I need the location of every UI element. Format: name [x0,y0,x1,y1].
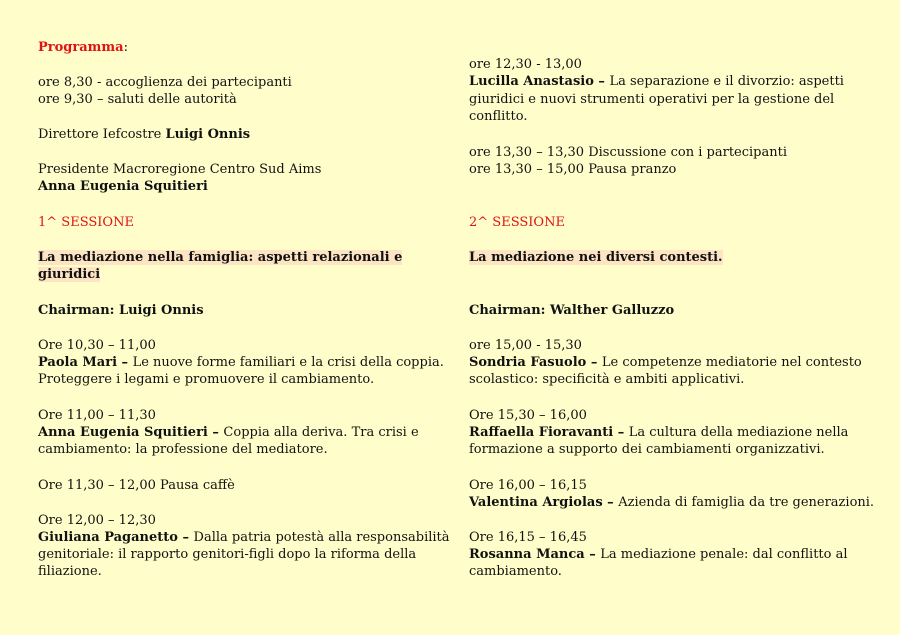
talk-time: Ore 16,00 – 16,15 [469,478,587,493]
programma-label: Programma [38,40,124,55]
talk-line: Proteggere i legami e promuovere il cambiamento. [38,372,375,387]
session-1-title-line2: giuridici [38,267,101,282]
talk-speaker: Valentina Argiolas – [469,495,619,510]
talk-time: Ore 16,15 – 16,45 [469,530,587,545]
chairman-1: Chairman: Luigi Onnis [38,303,204,318]
talk-time: ore 12,30 - 13,00 [469,57,582,72]
talk-speaker: Rosanna Manca – [469,547,601,562]
talk-line: Rosanna Manca – La mediazione penale: dal conflitto al [469,547,848,562]
talk-line: cambiamento: la professione del mediatore. [38,442,328,457]
talk-speaker: Anna Eugenia Squitieri – [38,425,224,440]
talk-speaker: Paola Mari – [38,355,133,370]
session-2-label: 2^ SESSIONE [469,215,565,230]
talk-line: conflitto. [469,109,528,124]
talk-line: Valentina Argiolas – Azienda di famiglia da tre generazioni. [469,495,875,510]
presidente-name: Anna Eugenia Squitieri [38,179,208,194]
chairman-2: Chairman: Walther Galluzzo [469,303,675,318]
talk-time: ore 15,00 - 15,30 [469,338,582,353]
session-1-label: 1^ SESSIONE [38,215,134,230]
talk-time: Ore 12,00 – 12,30 [38,513,156,528]
talk-line: cambiamento. [469,564,562,579]
talk-speaker: Giuliana Paganetto – [38,530,194,545]
discussione-line: ore 13,30 – 13,30 Discussione con i partecipanti [469,145,787,160]
session-2-title: La mediazione nei diversi contesti. [469,250,723,265]
talk-line: Anna Eugenia Squitieri – Coppia alla deriva. Tra crisi e [38,425,419,440]
talk-line: genitoriale: il rapporto genitori-figli dopo la riforma della [38,547,417,562]
accoglienza-line: ore 8,30 - accoglienza dei partecipanti [38,75,292,90]
saluti-line: ore 9,30 – saluti delle autorità [38,92,237,107]
talk-speaker: Raffaella Fioravanti – [469,425,629,440]
presidente-line: Presidente Macroregione Centro Sud Aims [38,162,322,177]
programma-heading: Programma: [38,40,128,55]
pranzo-line: ore 13,30 – 15,00 Pausa pranzo [469,162,677,177]
talk-line: giuridici e nuovi strumenti operativi per la gestione del [469,92,835,107]
talk-speaker: Sondria Fasuolo – [469,355,602,370]
direttore-line: Direttore Iefcostre Luigi Onnis [38,127,251,142]
coffee-break: Ore 11,30 – 12,00 Pausa caffè [38,478,235,493]
talk-line: Lucilla Anastasio – La separazione e il divorzio: aspetti [469,74,844,89]
session-1-title-line1: La mediazione nella famiglia: aspetti relazionali e [38,250,403,265]
talk-time: Ore 15,30 – 16,00 [469,408,587,423]
talk-line: Sondria Fasuolo – Le competenze mediatorie nel contesto [469,355,862,370]
talk-line: Giuliana Paganetto – Dalla patria potestà alla responsabilità [38,530,450,545]
talk-time: Ore 10,30 – 11,00 [38,338,156,353]
talk-line: scolastico: specificità e ambiti applicativi. [469,372,745,387]
direttore-name: Luigi Onnis [165,127,251,142]
talk-line: formazione a supporto dei cambiamenti organizzativi. [469,442,825,457]
talk-speaker: Lucilla Anastasio – [469,74,610,89]
talk-line: Raffaella Fioravanti – La cultura della mediazione nella [469,425,849,440]
talk-line: Paola Mari – Le nuove forme familiari e la crisi della coppia. [38,355,444,370]
talk-line: filiazione. [38,564,102,579]
talk-time: Ore 11,00 – 11,30 [38,408,156,423]
